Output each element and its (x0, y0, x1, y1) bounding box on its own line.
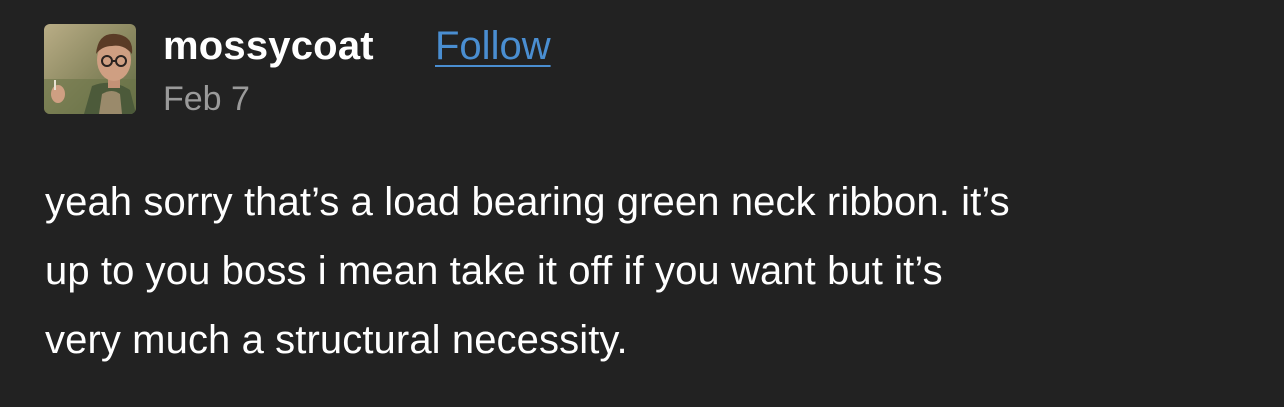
post-body-line: very much a structural necessity. (45, 318, 628, 362)
username[interactable]: mossycoat (163, 24, 374, 68)
follow-button[interactable]: Follow (435, 24, 551, 68)
post-body (45, 168, 1245, 375)
post-body-line: up to you boss i mean take it off if you want but it’s (45, 249, 943, 293)
avatar-image (44, 24, 136, 114)
post-body-line: yeah sorry that’s a load bearing green neck ribbon. it’s (45, 180, 1010, 224)
post-date: Feb 7 (163, 80, 250, 118)
avatar[interactable] (44, 24, 136, 114)
